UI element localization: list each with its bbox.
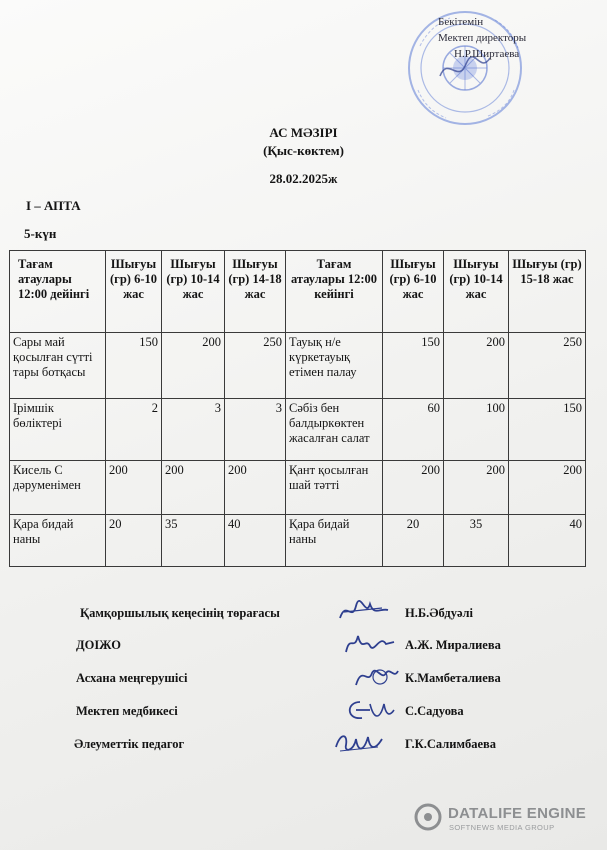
signature-role: Әлеуметтік педагог [74, 737, 185, 751]
document-season: (Қыс-көктем) [263, 143, 344, 158]
approval-director-name: Н.Р.Ширтаева [454, 48, 520, 60]
handwritten-signature-icon [350, 661, 406, 691]
dish-name-cell: Тауық н/е күркетауық етімен палау [286, 333, 383, 399]
portion-cell: 3 [162, 399, 225, 461]
signature-row [0, 700, 607, 724]
header-cell: Тағам атаулары 12:00 кейінгі [286, 251, 383, 333]
signature-role: Асхана меңгерушісі [76, 671, 188, 685]
table-header-row [10, 251, 586, 333]
approval-position: Мектеп директоры [438, 32, 527, 44]
datalife-logo-icon [414, 803, 442, 831]
portion-cell: 3 [225, 399, 286, 461]
signature-role: ДОІЖО [76, 638, 121, 652]
signature-row [0, 667, 607, 691]
document-title: АС МӘЗІРІ [269, 125, 338, 140]
header-cell: Шығуы (гр) 10-14 жас [444, 251, 509, 333]
handwritten-signature-icon [336, 596, 392, 626]
header-cell: Шығуы (гр) 10-14 жас [162, 251, 225, 333]
signature-name: А.Ж. Миралиева [405, 638, 501, 652]
portion-cell: 150 [383, 333, 444, 399]
dish-name-cell: Қара бидай наны [10, 515, 106, 567]
portion-cell: 150 [106, 333, 162, 399]
signature-name: Г.К.Салимбаева [405, 737, 497, 751]
portion-cell: 200 [444, 333, 509, 399]
portion-cell: 250 [509, 333, 586, 399]
portion-cell: 200 [106, 461, 162, 515]
portion-cell: 250 [225, 333, 286, 399]
dish-name-cell: Қара бидай наны [286, 515, 383, 567]
table-row [10, 515, 586, 567]
dish-name-cell: Ірімшік бөліктері [10, 399, 106, 461]
watermark-title: DATALIFE ENGINE [448, 805, 587, 822]
signature-name: С.Садуова [405, 704, 464, 718]
menu-table [9, 250, 586, 567]
portion-cell: 200 [444, 461, 509, 515]
portion-cell: 200 [162, 461, 225, 515]
dish-name-cell: Қант қосылған шай тәтті [286, 461, 383, 515]
portion-cell: 20 [383, 515, 444, 567]
signature-name: Н.Б.Әбдуәлі [405, 606, 474, 620]
table-row [10, 461, 586, 515]
portion-cell: 100 [444, 399, 509, 461]
portion-cell: 35 [444, 515, 509, 567]
handwritten-signature-icon [340, 694, 396, 724]
dish-name-cell: Сары май қосылған сүтті тары ботқасы [10, 333, 106, 399]
signature-row [0, 634, 607, 658]
approval-heading: Бекітемін [438, 16, 484, 28]
header-cell: Шығуы (гр) 6-10 жас [106, 251, 162, 333]
header-cell: Шығуы (гр) 14-18 жас [225, 251, 286, 333]
site-watermark [414, 801, 594, 835]
signature-row [0, 602, 607, 626]
portion-cell: 35 [162, 515, 225, 567]
portion-cell: 200 [225, 461, 286, 515]
portion-cell: 40 [509, 515, 586, 567]
document-date: 28.02.2025ж [269, 171, 338, 186]
portion-cell: 200 [509, 461, 586, 515]
portion-cell: 200 [162, 333, 225, 399]
signature-role: Қамқоршылық кеңесінің төрағасы [80, 606, 280, 620]
portion-cell: 2 [106, 399, 162, 461]
signature-role: Мектеп медбикесі [76, 704, 178, 718]
approval-block [438, 14, 526, 62]
header-cell: Тағам атаулары 12:00 дейінгі [10, 251, 106, 333]
header-cell: Шығуы (гр) 6-10 жас [383, 251, 444, 333]
day-label: 5-күн [24, 226, 57, 241]
portion-cell: 20 [106, 515, 162, 567]
signature-row [0, 733, 607, 757]
header-cell: Шығуы (гр) 15-18 жас [509, 251, 586, 333]
watermark-subtitle: SOFTNEWS MEDIA GROUP [449, 823, 555, 832]
portion-cell: 150 [509, 399, 586, 461]
signature-name: К.Мамбеталиева [405, 671, 501, 685]
portion-cell: 40 [225, 515, 286, 567]
handwritten-signature-icon [330, 727, 386, 757]
dish-name-cell: Кисель С дәруменімен [10, 461, 106, 515]
portion-cell: 200 [383, 461, 444, 515]
week-label: I – АПТА [26, 198, 81, 213]
table-row [10, 333, 586, 399]
portion-cell: 60 [383, 399, 444, 461]
dish-name-cell: Сәбіз бен балдыркөктен жасалған салат [286, 399, 383, 461]
table-row [10, 399, 586, 461]
handwritten-signature-icon [342, 628, 398, 658]
